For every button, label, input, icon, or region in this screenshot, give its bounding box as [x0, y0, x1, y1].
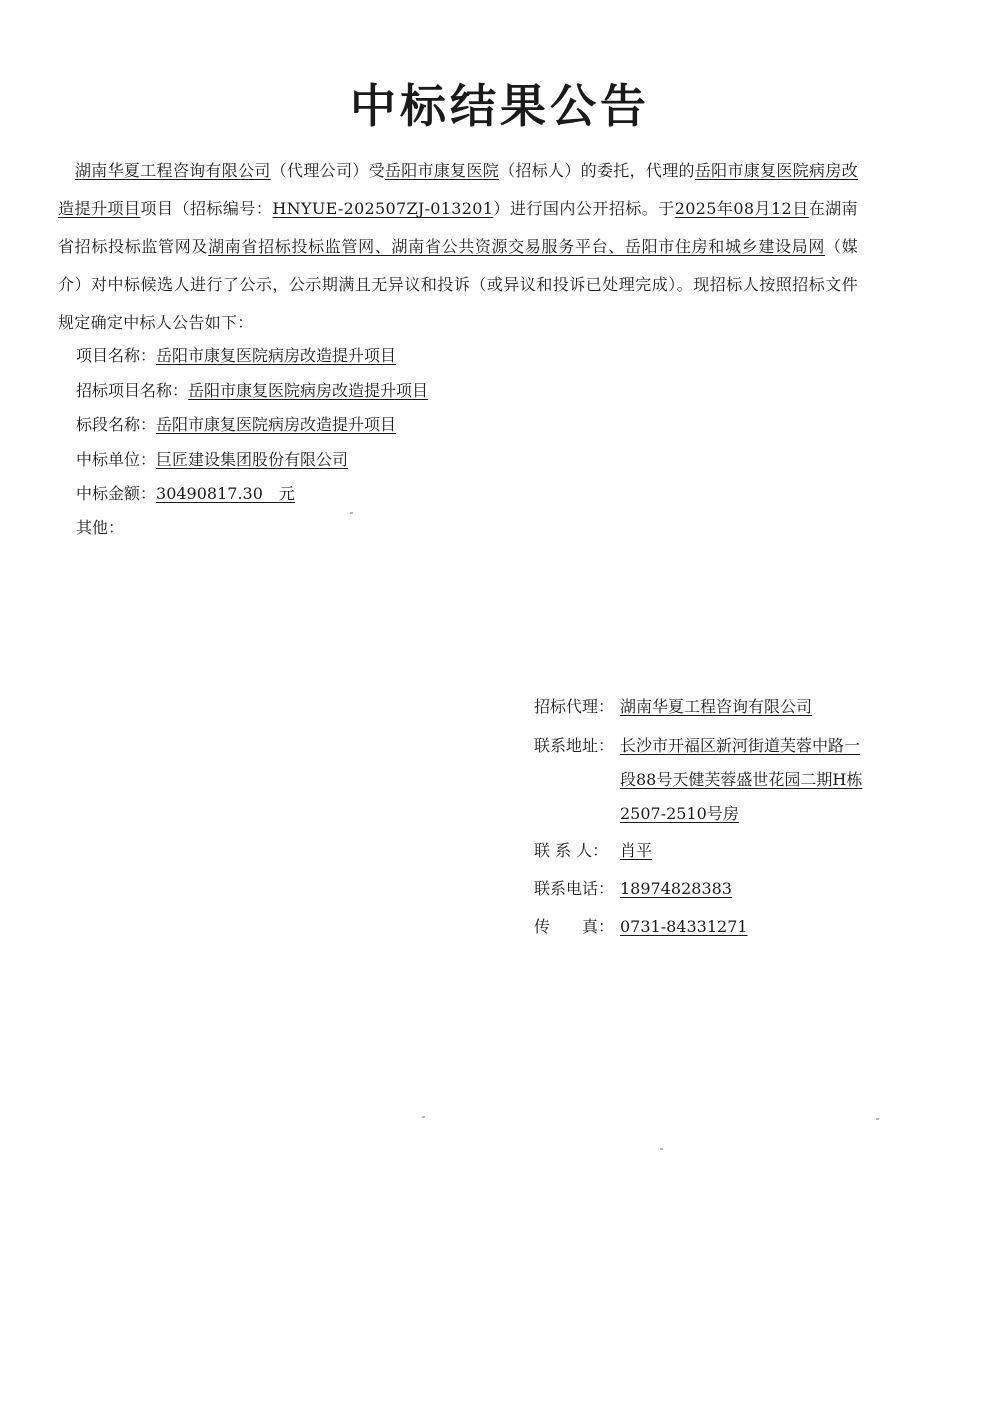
intro-text-4: ）进行国内公开招标。于 — [493, 199, 675, 218]
sig-address-value: 长沙市开福区新河街道芙蓉中路一段88号天健芙蓉盛世花园二期H栋2507-2510号房 — [620, 736, 863, 823]
sig-fax-value: 0731-84331271 — [620, 917, 748, 936]
sig-address-label: 联系地址： — [534, 736, 615, 755]
intro-paragraph — [58, 152, 858, 342]
sig-agent-row — [534, 697, 812, 717]
section-value: 岳阳市康复医院病房改造提升项目 — [156, 415, 397, 434]
sig-fax-row — [534, 917, 748, 937]
sig-agent-value: 湖南华夏工程咨询有限公司 — [620, 697, 813, 716]
agent-name: 湖南华夏工程咨询有限公司 — [75, 161, 271, 180]
bid-project-label: 招标项目名称： — [76, 381, 189, 400]
project-name: 岳阳市康复医院病房改造提升项目 — [58, 161, 858, 218]
media-list: 湖南省招标投标监管网、湖南省公共资源交易服务平台、岳阳市住房和城乡建设局网 — [208, 237, 826, 256]
winner-row — [76, 450, 348, 470]
sig-contact-row — [534, 841, 652, 861]
intro-text-6: （媒介）对中标候选人进行了公示，公示期满且无异议和投诉（或异议和投诉已处理完成）。现招标人按照招标文件规定确定中标人公告如下： — [58, 237, 859, 332]
project-name-label: 项目名称： — [76, 346, 157, 365]
amount-label: 中标金额： — [76, 484, 157, 503]
winner-label: 中标单位： — [76, 450, 157, 469]
amount-value: 30490817.30 元 — [156, 484, 295, 503]
scan-speck — [350, 512, 353, 514]
sig-address-row — [534, 736, 620, 756]
section-row — [76, 415, 396, 435]
sig-phone-value: 18974828383 — [620, 879, 732, 898]
other-row — [76, 518, 124, 538]
sig-phone-label: 联系电话： — [534, 879, 615, 898]
scan-speck — [422, 1116, 425, 1118]
bid-project-value: 岳阳市康复医院病房改造提升项目 — [188, 381, 429, 400]
sig-address-value-wrap — [620, 729, 870, 831]
tender-code: HNYUE-202507ZJ-013201 — [272, 199, 494, 218]
bid-project-row — [76, 381, 428, 401]
project-name-row — [76, 346, 396, 366]
scan-speck — [660, 1148, 663, 1150]
section-label: 标段名称： — [76, 415, 157, 434]
sig-contact-label: 联 系 人： — [534, 841, 609, 860]
sig-phone-row — [534, 879, 732, 899]
tenderer-name: 岳阳市康复医院 — [384, 161, 500, 180]
intro-text-2: （招标人）的委托，代理的 — [499, 161, 695, 180]
intro-text-5: 在湖南省招标投标监管网及 — [58, 199, 858, 256]
scan-speck — [876, 1118, 879, 1120]
other-label: 其他： — [76, 518, 125, 537]
page-title: 中标结果公告 — [350, 79, 650, 133]
intro-text-3: 项目（招标编号： — [140, 199, 273, 218]
publish-date: 2025年08月12日 — [674, 199, 809, 218]
sig-contact-value: 肖平 — [620, 841, 653, 860]
intro-text-1: （代理公司）受 — [270, 161, 385, 180]
winner-value: 巨匠建设集团股份有限公司 — [156, 450, 349, 469]
project-name-value: 岳阳市康复医院病房改造提升项目 — [156, 346, 397, 365]
sig-fax-label: 传 真： — [534, 917, 615, 936]
amount-row — [76, 484, 295, 504]
sig-agent-label: 招标代理： — [534, 697, 615, 716]
